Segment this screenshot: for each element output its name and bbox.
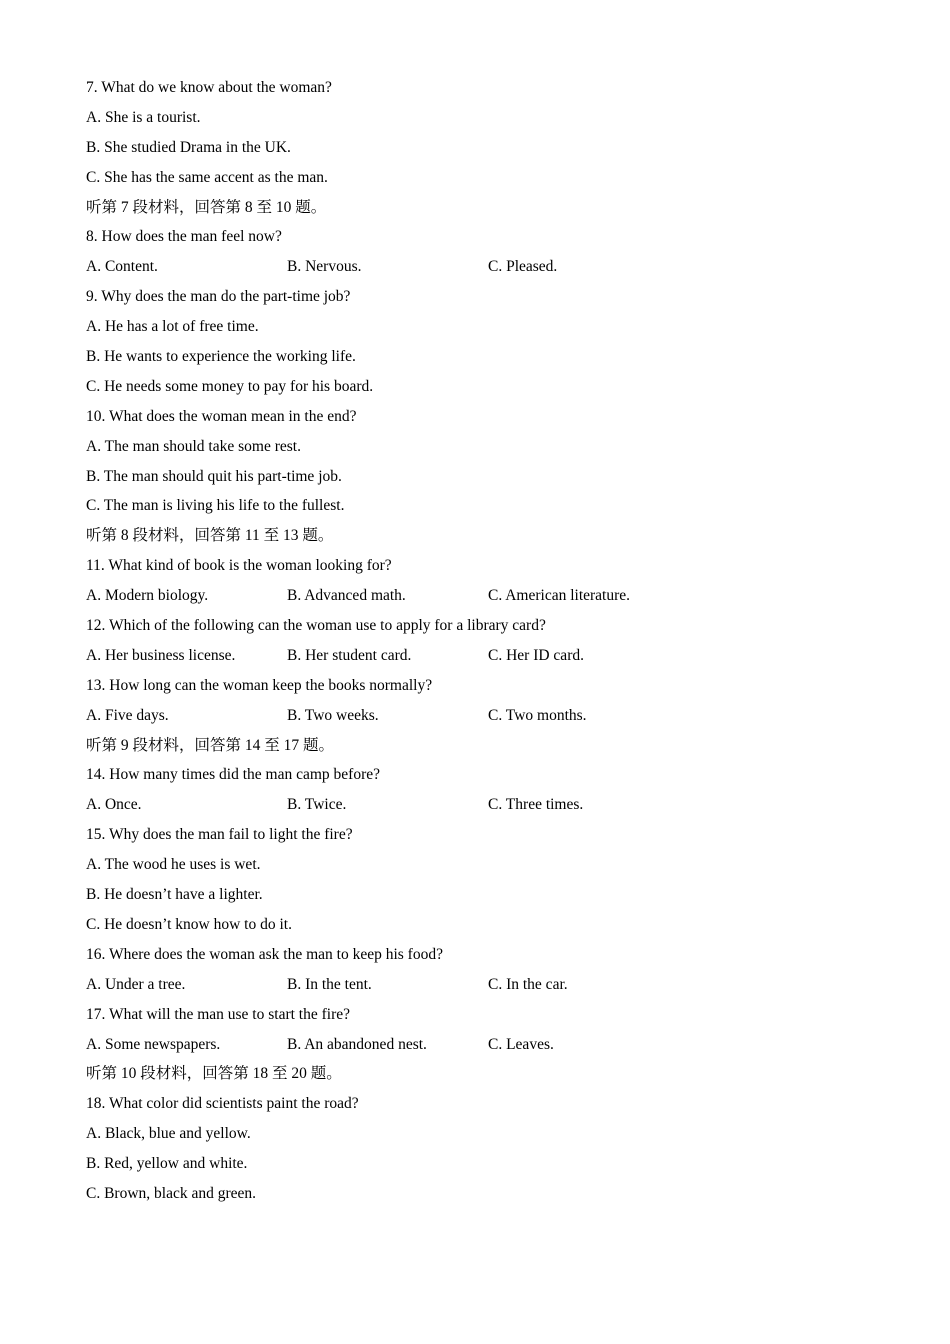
- question-text: 14. How many times did the man camp before?: [86, 766, 380, 784]
- question-text: 10. What does the woman mean in the end?: [86, 407, 357, 425]
- answer-options-row: [86, 970, 886, 1000]
- answer-option: B. Red, yellow and white.: [86, 1155, 248, 1173]
- section-instruction: 听第 7 段材料，回答第 8 至 10 题。: [86, 198, 327, 216]
- answer-option: B. An abandoned nest.: [287, 1035, 427, 1053]
- answer-option: C. The man is living his life to the fullest.: [86, 497, 345, 515]
- answer-option: A. The wood he uses is wet.: [86, 856, 261, 874]
- answer-option: C. Brown, black and green.: [86, 1184, 257, 1202]
- answer-options-row: [86, 581, 886, 611]
- question-text: 8. How does the man feel now?: [86, 228, 282, 246]
- question-text: 12. Which of the following can the woman use to apply for a library card?: [86, 617, 546, 635]
- question-text: 18. What color did scientists paint the road?: [86, 1095, 359, 1113]
- answer-option: A. Modern biology.: [86, 587, 209, 605]
- answer-option: B. Twice.: [287, 796, 347, 814]
- answer-option: C. She has the same accent as the man.: [86, 168, 328, 186]
- answer-option: C. Two months.: [488, 706, 587, 724]
- question-text: 11. What kind of book is the woman looking for?: [86, 557, 392, 575]
- answer-option: B. The man should quit his part-time job.: [86, 467, 342, 485]
- section-instruction: 听第 10 段材料，回答第 18 至 20 题。: [86, 1065, 342, 1083]
- answer-option: C. Leaves.: [488, 1035, 554, 1053]
- answer-option: C. Pleased.: [488, 258, 558, 276]
- question-text: 13. How long can the woman keep the books normally?: [86, 676, 433, 694]
- answer-option: B. He doesn’t have a lighter.: [86, 886, 263, 904]
- section-instruction: 听第 9 段材料，回答第 14 至 17 题。: [86, 736, 335, 754]
- answer-option: A. Once.: [86, 796, 142, 814]
- answer-option: A. Content.: [86, 258, 158, 276]
- answer-option: A. Black, blue and yellow.: [86, 1125, 251, 1143]
- answer-option: A. Under a tree.: [86, 975, 186, 993]
- answer-options-row: [86, 252, 886, 282]
- answer-option: B. In the tent.: [287, 975, 372, 993]
- answer-option: C. Three times.: [488, 796, 584, 814]
- answer-options-row: [86, 1030, 886, 1060]
- question-text: 16. Where does the woman ask the man to keep his food?: [86, 945, 443, 963]
- answer-option: A. He has a lot of free time.: [86, 318, 259, 336]
- answer-option: B. Her student card.: [287, 646, 412, 664]
- answer-option: B. Two weeks.: [287, 706, 379, 724]
- answer-option: B. Nervous.: [287, 258, 362, 276]
- answer-option: C. Her ID card.: [488, 646, 584, 664]
- answer-option: A. Some newspapers.: [86, 1035, 221, 1053]
- answer-option: A. Five days.: [86, 706, 169, 724]
- answer-option: A. The man should take some rest.: [86, 437, 301, 455]
- answer-option: C. American literature.: [488, 587, 631, 605]
- question-list: [86, 73, 886, 1209]
- question-text: 15. Why does the man fail to light the fire?: [86, 826, 353, 844]
- question-text: 9. Why does the man do the part-time job?: [86, 288, 351, 306]
- answer-option: B. Advanced math.: [287, 587, 406, 605]
- answer-option: C. In the car.: [488, 975, 568, 993]
- answer-options-row: [86, 701, 886, 731]
- answer-option: B. He wants to experience the working life.: [86, 348, 356, 366]
- answer-option: A. She is a tourist.: [86, 108, 201, 126]
- answer-option: A. Her business license.: [86, 646, 236, 664]
- answer-option: B. She studied Drama in the UK.: [86, 138, 291, 156]
- answer-options-row: [86, 790, 886, 820]
- answer-option: C. He doesn’t know how to do it.: [86, 915, 292, 933]
- question-text: 7. What do we know about the woman?: [86, 79, 332, 96]
- answer-options-row: [86, 641, 886, 671]
- section-instruction: 听第 8 段材料，回答第 11 至 13 题。: [86, 527, 334, 545]
- question-text: 17. What will the man use to start the fire?: [86, 1005, 350, 1023]
- answer-option: C. He needs some money to pay for his board.: [86, 377, 374, 395]
